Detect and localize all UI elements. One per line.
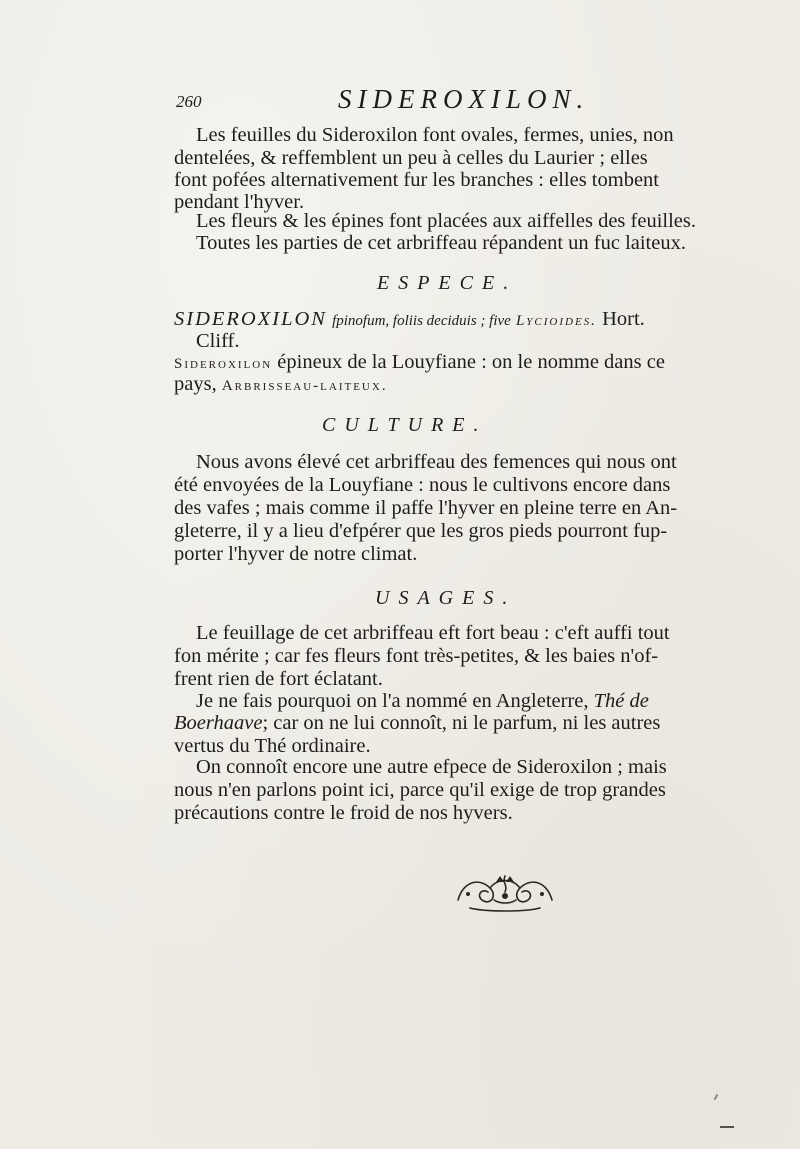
- section-heading-usages: USAGES.: [375, 587, 517, 609]
- usages-line: vertus du Thé ordinaire.: [174, 735, 371, 757]
- description-line: dentelées, & reffemblent un peu à celles du Laurier ; elles: [174, 147, 648, 169]
- description-line: Les feuilles du Sideroxilon font ovales, fermes, unies, non: [196, 124, 674, 146]
- usages-line: On connoît encore une autre efpece de Sideroxilon ; mais: [196, 756, 667, 778]
- hort-label: Hort.: [602, 308, 645, 330]
- ink-mark: [720, 1126, 734, 1128]
- culture-line: des vafes ; mais comme il paffe l'hyver en pleine terre en An-: [174, 497, 678, 519]
- common-name: Arbrisseau-laiteux.: [221, 378, 388, 394]
- section-heading-culture: CULTURE.: [322, 414, 488, 436]
- usages-line: frent rien de fort éclatant.: [174, 668, 383, 690]
- culture-line: gleterre, il y a lieu d'efpérer que les gros pieds pourront fup-: [174, 520, 668, 542]
- common-name-line: [174, 373, 388, 397]
- description-line: Toutes les parties de cet arbriffeau répandent un fuc laiteux.: [196, 232, 686, 254]
- description-line: pendant l'hyver.: [174, 191, 305, 213]
- usages-line: fon mérite ; car fes fleurs font très-petites, & les baies n'of-: [174, 645, 659, 667]
- culture-line: Nous avons élevé cet arbriffeau des femences qui nous ont: [196, 451, 677, 473]
- description-line: font pofées alternativement fur les branches : elles tombent: [174, 169, 659, 191]
- section-heading-espece: ESPECE.: [377, 272, 518, 294]
- french-name: Sideroxilon: [174, 356, 273, 372]
- cliff-label: Cliff.: [196, 330, 240, 352]
- usages-italic-text: Boerhaave: [174, 712, 263, 734]
- culture-line: porter l'hyver de notre climat.: [174, 543, 418, 565]
- description-line: Les fleurs & les épines font placées aux aiffelles des feuilles.: [196, 210, 696, 232]
- usages-line: [174, 712, 660, 734]
- usages-italic-text: Thé de: [593, 690, 649, 712]
- culture-line: été envoyées de la Louyfiane : nous le cultivons encore dans: [174, 474, 671, 496]
- tailpiece-ornament-icon: [450, 870, 560, 916]
- page-number: 260: [176, 92, 202, 111]
- latin-name: SIDEROXILON: [174, 308, 327, 330]
- usages-line: [196, 690, 649, 712]
- usages-text: ; car on ne lui connoît, ni le parfum, ni les autres: [262, 712, 661, 734]
- french-description: épineux de la Louyfiane : on le nomme dans ce: [277, 351, 665, 373]
- lycioides-label: Lycioides.: [515, 313, 597, 329]
- usages-text: Je ne fais pourquoi on l'a nommé en Angleterre,: [196, 690, 589, 712]
- french-name-line: [174, 351, 665, 375]
- usages-line: Le feuillage de cet arbriffeau eft fort beau : c'eft auffi tout: [196, 622, 670, 644]
- usages-line: nous n'en parlons point ici, parce qu'il exige de trop grandes: [174, 779, 666, 801]
- usages-line: précautions contre le froid de nos hyvers.: [174, 802, 513, 824]
- ink-mark: [714, 1094, 719, 1100]
- pays-label: pays,: [174, 373, 217, 395]
- latin-description: fpinofum, foliis deciduis ; five: [332, 313, 511, 329]
- running-title: SIDEROXILON.: [338, 84, 590, 114]
- latin-name-line: [174, 308, 645, 332]
